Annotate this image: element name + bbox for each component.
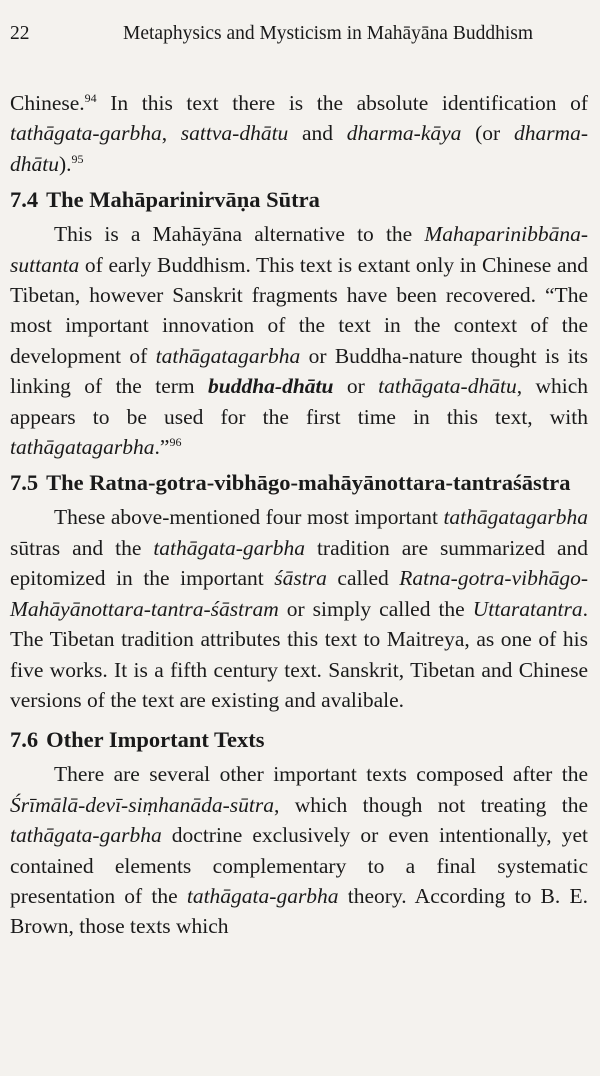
running-header [10,20,588,48]
section-heading-7-5: 7.5 The Ratna-gotra-vibhāgo-mahāyānottara-tantraśāstra [10,470,571,496]
section-heading-7-4: 7.4 The Mahāparinirvāṇa Sūtra [10,187,320,213]
page-number: 22 [10,23,30,44]
running-title: Metaphysics and Mysticism in Mahāyāna Buddhism [123,23,533,44]
section-7-4-paragraph: This is a Mahāyāna alternative to the Mahaparinibbāna-suttanta of early Buddhism. This text is extant only in Chinese and Tibetan, however Sanskrit fragments have been recovered. “The most important innovation of the text in the context of the development of tathāgatagarbha or Buddha-nature thought is its linking of the term buddha-dhātu or tathāgata-dhātu, which appears to be used for the first time in this text, with tathāgatagarbha.”$^{96}$ [10,222,588,460]
intro-paragraph: Chinese.$^{94}$ In this text there is the absolute identification of tathāgata-garbha, sattva-dhātu and dharma-kāya (or dharma-dhātu).$^{95}$ [10,91,588,176]
section-7-5-paragraph: These above-mentioned four most important tathāgatagarbha sūtras and the tathāgata-garbha tradition are summarized and epitomized in the important śāstra called Ratna-gotra-vibhāgo-Mahāyānottara-tantra-śāstram or simply called the Uttaratantra. The Tibetan tradition attributes this text to Maitreya, as one of his five works. It is a fifth century text. Sanskrit, Tibetan and Chinese versions of the text are existing and avalibale. [10,505,589,712]
footnote-ref-96: 96 [169,435,182,450]
section-heading-7-6: 7.6 Other Important Texts [10,727,265,753]
section-7-6-paragraph: There are several other important texts composed after the Śrīmālā-devī-siṃhanāda-sūtra, which though not treating the tathāgata-garbha doctrine exclusively or even intentionally, yet contained elements complementary to a final systematic presentation of the tathāgata-garbha theory. According to B. E. Brown, those texts which [10,762,588,939]
footnote-ref-94: 94 [84,91,97,105]
footnote-ref-95: 95 [71,151,84,166]
